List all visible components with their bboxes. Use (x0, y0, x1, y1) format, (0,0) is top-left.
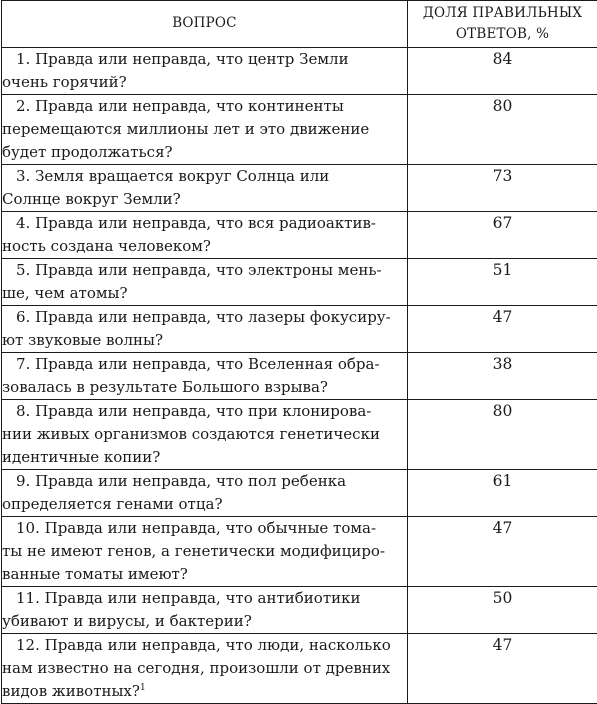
question-text (2, 634, 407, 703)
question-text (2, 470, 407, 516)
table-row (2, 470, 597, 517)
question-cell (2, 165, 408, 212)
question-cell (2, 587, 408, 634)
question-line: будет продолжаться? (2, 143, 173, 161)
quiz-results-table (1, 0, 597, 704)
question-line: идентичные копии? (2, 448, 160, 466)
question-line: 9. Правда или неправда, что пол ребенка (16, 472, 346, 490)
question-cell (2, 634, 408, 704)
question-text (2, 212, 407, 258)
question-line: ют звуковые волны? (2, 331, 163, 349)
percent-value: 38 (493, 355, 513, 373)
percent-cell (408, 259, 597, 306)
question-text (2, 306, 407, 352)
percent-value: 80 (493, 402, 513, 420)
question-column-header (2, 1, 408, 48)
table-row (2, 306, 597, 353)
question-line: 6. Правда или неправда, что лазеры фокусиру- (16, 308, 391, 326)
question-line: 7. Правда или неправда, что Вселенная обра- (16, 355, 380, 373)
footnote-marker: 1 (140, 683, 146, 693)
percent-value: 50 (493, 589, 513, 607)
question-line: 10. Правда или неправда, что обычные тома- (16, 519, 376, 537)
percent-value: 73 (493, 167, 513, 185)
question-line: зовалась в результате Большого взрыва? (2, 378, 328, 396)
question-line: видов животных? (2, 682, 140, 700)
question-line: нам известно на сегодня, произошли от древних (2, 659, 390, 677)
percent-value: 47 (493, 519, 513, 537)
percent-value: 61 (493, 472, 513, 490)
percent-value: 84 (493, 50, 513, 68)
percent-cell (408, 212, 597, 259)
question-line: нии живых организмов создаются генетически (2, 425, 380, 443)
question-line: Солнце вокруг Земли? (2, 190, 181, 208)
question-text (2, 353, 407, 399)
percent-cell (408, 306, 597, 353)
percent-value: 51 (493, 261, 513, 279)
question-text (2, 587, 407, 633)
table-row (2, 517, 597, 587)
percent-header-line-1: ДОЛЯ ПРАВИЛЬНЫХ (408, 3, 597, 24)
question-line: 5. Правда или неправда, что электроны мень- (16, 261, 382, 279)
question-line: 12. Правда или неправда, что люди, насколько (16, 636, 391, 654)
table-row (2, 95, 597, 165)
percent-cell (408, 634, 597, 704)
table-row (2, 259, 597, 306)
percent-column-header (408, 1, 597, 48)
question-line: ность создана человеком? (2, 237, 211, 255)
table-row (2, 165, 597, 212)
question-line: 4. Правда или неправда, что вся радиоактив- (16, 214, 376, 232)
question-line: ванные томаты имеют? (2, 565, 188, 583)
percent-value: 80 (493, 97, 513, 115)
question-text (2, 165, 407, 211)
percent-cell (408, 517, 597, 587)
question-cell (2, 353, 408, 400)
percent-cell (408, 400, 597, 470)
question-line: очень горячий? (2, 73, 127, 91)
table-row (2, 353, 597, 400)
question-text (2, 400, 407, 469)
question-header-label: ВОПРОС (172, 15, 236, 31)
question-text (2, 95, 407, 164)
percent-header-line-2: ОТВЕТОВ, % (408, 24, 597, 45)
table-row (2, 400, 597, 470)
table-body (2, 48, 597, 704)
table-row (2, 212, 597, 259)
question-line: ты не имеют генов, а генетически модифициро- (2, 542, 385, 560)
question-cell (2, 306, 408, 353)
header-row (2, 1, 597, 48)
percent-cell (408, 165, 597, 212)
question-cell (2, 400, 408, 470)
question-cell (2, 517, 408, 587)
percent-cell (408, 587, 597, 634)
question-line: определяется генами отца? (2, 495, 223, 513)
question-line: 3. Земля вращается вокруг Солнца или (16, 167, 329, 185)
question-text (2, 48, 407, 94)
percent-value: 47 (493, 308, 513, 326)
question-cell (2, 48, 408, 95)
percent-value: 47 (493, 636, 513, 654)
question-text (2, 259, 407, 305)
percent-cell (408, 353, 597, 400)
table-row (2, 48, 597, 95)
question-line: 1. Правда или неправда, что центр Земли (16, 50, 349, 68)
table-row (2, 634, 597, 704)
question-text (2, 517, 407, 586)
table-row (2, 587, 597, 634)
question-cell (2, 470, 408, 517)
percent-cell (408, 95, 597, 165)
question-line: 2. Правда или неправда, что континенты (16, 97, 344, 115)
question-line: убивают и вирусы, и бактерии? (2, 612, 252, 630)
question-cell (2, 212, 408, 259)
question-line: перемещаются миллионы лет и это движение (2, 120, 369, 138)
percent-value: 67 (493, 214, 513, 232)
percent-cell (408, 470, 597, 517)
question-cell (2, 95, 408, 165)
percent-cell (408, 48, 597, 95)
question-line: 11. Правда или неправда, что антибиотики (16, 589, 361, 607)
question-line: ше, чем атомы? (2, 284, 128, 302)
question-cell (2, 259, 408, 306)
question-line: 8. Правда или неправда, что при клонирова- (16, 402, 371, 420)
